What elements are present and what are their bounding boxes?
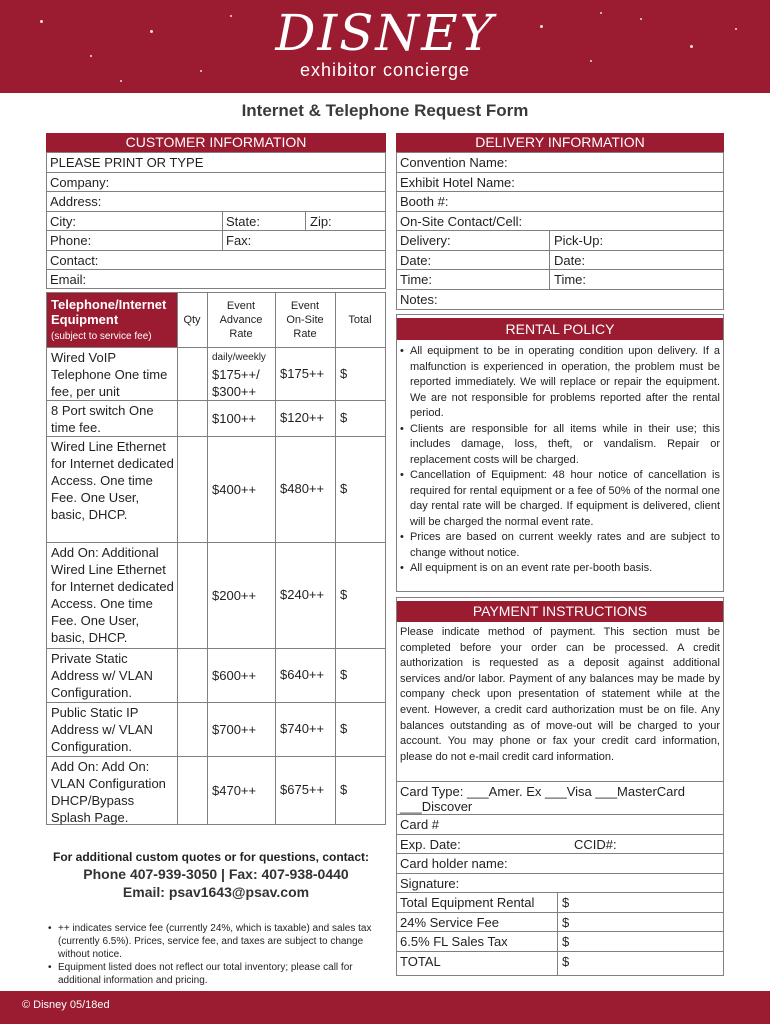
sparkle bbox=[600, 12, 602, 14]
table-row bbox=[47, 347, 385, 400]
contact-question: For additional custom quotes or for questions, contact: bbox=[52, 850, 369, 864]
sparkle bbox=[40, 20, 43, 23]
delivery-info-header: DELIVERY INFORMATION bbox=[396, 133, 724, 152]
rate-note: daily/weekly bbox=[212, 352, 266, 363]
advance-rate: $700++ bbox=[212, 722, 257, 737]
total-field[interactable]: $ bbox=[340, 721, 348, 736]
header-banner bbox=[0, 0, 770, 93]
sparkle bbox=[230, 15, 232, 17]
card-type-label: Card Type: ___Amer. Ex ___Visa ___MasterCard bbox=[400, 784, 685, 799]
onsite-rate: $640++ bbox=[280, 667, 325, 682]
rental-policy-list bbox=[398, 344, 720, 577]
contact-field[interactable]: Contact: bbox=[47, 251, 385, 271]
list-item: • Clients are responsible for all items while in their use; this includes damage, loss, theft, or vandalism. Repair or replacement costs will be charged. bbox=[398, 422, 720, 469]
rental-policy-header: RENTAL POLICY bbox=[397, 318, 723, 340]
card-holder-field[interactable]: Card holder name: bbox=[397, 854, 723, 874]
logo-wordmark: DISNEY bbox=[275, 4, 495, 62]
payment-instructions-text: Please indicate method of payment. This section must be completed before your order can be processed. A credit authorization is requested as a deposit against additional services and/or labor. Payment of any balances may be made by company check upon presentation of statement while at the event. However, a credit card authorization must be on file. Any balances outstanding as of move-out will be charged to your account. You may phone or fax your credit card information, please do not e-mail credit card information. bbox=[400, 626, 720, 763]
equipment-description: Wired Line Ethernet for Internet dedicated Access. One time Fee. One User, basic, DHCP. bbox=[51, 439, 174, 522]
total-field[interactable]: $ bbox=[340, 667, 348, 682]
service-fee-row bbox=[397, 913, 723, 933]
equipment-description: Add On: Add On: VLAN Configuration DHCP/Bypass Splash Page. bbox=[51, 759, 166, 825]
ccid-field[interactable]: CCID#: bbox=[574, 836, 617, 852]
onsite-rate: $740++ bbox=[280, 721, 325, 736]
advance-rate: $100++ bbox=[212, 411, 257, 426]
signature-field[interactable]: Signature: bbox=[397, 874, 723, 894]
company-field[interactable]: Company: bbox=[47, 173, 385, 193]
equipment-description: Add On: Additional Wired Line Ethernet for Internet dedicated Access. One time Fee. One User, basic, DHCP. bbox=[51, 545, 174, 645]
sparkle bbox=[590, 60, 592, 62]
customer-info-box bbox=[46, 152, 386, 289]
address-field[interactable]: Address: bbox=[47, 192, 385, 212]
onsite-rate-column-header: Event On-Site Rate bbox=[286, 300, 324, 340]
qty-column-header: Qty bbox=[183, 314, 201, 326]
list-item: • Equipment listed does not reflect our total inventory; please call for additional information and pricing. bbox=[46, 961, 386, 987]
grand-total-amount[interactable]: $ bbox=[562, 954, 570, 969]
divider bbox=[222, 212, 223, 251]
onsite-rate: $120++ bbox=[280, 410, 325, 425]
total-field[interactable]: $ bbox=[340, 366, 348, 381]
onsite-rate: $240++ bbox=[280, 587, 325, 602]
advance-rate: $600++ bbox=[212, 668, 257, 683]
equipment-header-title: Telephone/Internet Equipment bbox=[51, 297, 167, 327]
footer: © Disney 05/18ed bbox=[0, 991, 770, 1024]
print-note: PLEASE PRINT OR TYPE bbox=[47, 153, 385, 173]
total-rental-label: Total Equipment Rental bbox=[400, 895, 535, 910]
pickup-label: Pick-Up: bbox=[554, 233, 604, 248]
delivery-info-box bbox=[396, 152, 724, 310]
booth-field[interactable]: Booth #: bbox=[397, 192, 723, 212]
equipment-description: Public Static IP Address w/ VLAN Configuration. bbox=[51, 705, 153, 754]
disney-logo bbox=[250, 4, 520, 88]
grand-total-label: TOTAL bbox=[400, 954, 441, 969]
sparkle bbox=[735, 28, 737, 30]
city-state-zip-row bbox=[47, 212, 385, 232]
table-row bbox=[47, 542, 385, 648]
convention-name-field[interactable]: Convention Name: bbox=[397, 153, 723, 173]
sparkle bbox=[200, 70, 202, 72]
form-title: Internet & Telephone Request Form bbox=[241, 101, 529, 120]
divider bbox=[557, 893, 558, 975]
divider bbox=[549, 231, 550, 290]
email-field[interactable]: Email: bbox=[50, 272, 87, 287]
sparkle bbox=[150, 30, 153, 33]
total-rental-amount[interactable]: $ bbox=[562, 895, 570, 910]
advance-rate: $400++ bbox=[212, 482, 257, 497]
table-row bbox=[47, 702, 385, 756]
phone-fax-row bbox=[47, 231, 385, 251]
notes-field[interactable]: Notes: bbox=[400, 292, 438, 307]
list-item: • Cancellation of Equipment: 48 hour notice of cancellation is required for rental equipment or a fee of 50% of the normal one day rental rate will be charged. If equipment is delivered, client will be charged the normal event rate. bbox=[398, 468, 720, 530]
advance-rate: $175++/ $300++ bbox=[212, 367, 260, 399]
equipment-header-cell bbox=[47, 293, 177, 347]
total-column-header: Total bbox=[348, 314, 372, 326]
footnotes-list bbox=[46, 922, 386, 987]
card-type-label-2: ___Discover bbox=[400, 799, 473, 814]
total-field[interactable]: $ bbox=[340, 587, 348, 602]
phone-field[interactable]: Phone: bbox=[50, 233, 92, 248]
contact-email[interactable]: Email: psav1643@psav.com bbox=[122, 884, 310, 900]
sales-tax-row bbox=[397, 932, 723, 952]
table-row bbox=[47, 436, 385, 542]
pickup-time-field[interactable]: Time: bbox=[554, 272, 587, 287]
onsite-rate: $175++ bbox=[280, 366, 325, 381]
delivery-label: Delivery: bbox=[400, 233, 451, 248]
equipment-table bbox=[46, 292, 386, 825]
logo-tagline: exhibitor concierge bbox=[299, 60, 471, 80]
payment-header: PAYMENT INSTRUCTIONS bbox=[397, 601, 723, 622]
card-number-field[interactable]: Card # bbox=[397, 815, 723, 835]
state-field[interactable]: State: bbox=[226, 213, 260, 229]
exhibit-hotel-field[interactable]: Exhibit Hotel Name: bbox=[397, 173, 723, 193]
divider bbox=[305, 212, 306, 232]
sales-tax-label: 6.5% FL Sales Tax bbox=[400, 934, 508, 949]
sparkle bbox=[640, 18, 642, 20]
table-row bbox=[47, 400, 385, 436]
list-item: • All equipment to be in operating condition upon delivery. If a malfunction is experienced in operation, the problem must be reported immediately. We will replace or repair the equipment. We are not responsible for problems reported after the rental period. bbox=[398, 344, 720, 422]
fax-field[interactable]: Fax: bbox=[226, 233, 252, 248]
grand-total-row bbox=[397, 952, 723, 972]
advance-rate: $470++ bbox=[212, 783, 257, 798]
total-field[interactable]: $ bbox=[340, 410, 348, 425]
exp-date-field[interactable]: Exp. Date: bbox=[400, 836, 461, 852]
list-item: • Prices are based on current weekly rates and are subject to change without notice. bbox=[398, 530, 720, 561]
sales-tax-amount[interactable]: $ bbox=[562, 934, 570, 949]
equipment-header-sub: (subject to service fee) bbox=[51, 331, 152, 342]
service-fee-amount[interactable]: $ bbox=[562, 914, 570, 930]
total-rental-row bbox=[397, 893, 723, 913]
onsite-contact-field[interactable]: On-Site Contact/Cell: bbox=[397, 212, 723, 232]
exp-date-row bbox=[397, 835, 723, 855]
equipment-description: 8 Port switch One time fee. bbox=[51, 403, 154, 435]
sparkle bbox=[540, 25, 543, 28]
sparkle bbox=[690, 45, 693, 48]
advance-rate-column-header: Event Advance Rate bbox=[219, 300, 263, 340]
card-type-row[interactable] bbox=[397, 781, 723, 815]
delivery-date-field[interactable]: Date: bbox=[400, 252, 432, 268]
city-field[interactable]: City: bbox=[50, 213, 76, 229]
pickup-date-field[interactable]: Date: bbox=[554, 252, 586, 268]
list-item: • ++ indicates service fee (currently 24%, which is taxable) and sales tax (currently 6.5%). Prices, service fee, and taxes are subject to change without notice. bbox=[46, 922, 386, 961]
advance-rate: $200++ bbox=[212, 588, 257, 603]
sparkle bbox=[120, 80, 122, 82]
list-item: • All equipment is on an event rate per-booth basis. bbox=[398, 561, 720, 577]
onsite-rate: $480++ bbox=[280, 481, 325, 496]
onsite-rate: $675++ bbox=[280, 782, 325, 797]
sparkle bbox=[90, 55, 92, 57]
total-field[interactable]: $ bbox=[340, 481, 348, 496]
customer-info-header: CUSTOMER INFORMATION bbox=[46, 133, 386, 152]
delivery-time-field[interactable]: Time: bbox=[400, 272, 433, 287]
table-row bbox=[47, 648, 385, 702]
contact-phone: Phone 407-939-3050 | Fax: 407-938-0440 bbox=[83, 866, 349, 882]
total-field[interactable]: $ bbox=[340, 782, 348, 797]
zip-field[interactable]: Zip: bbox=[310, 213, 332, 229]
equipment-description: Private Static Address w/ VLAN Configuration. bbox=[51, 651, 153, 700]
table-row bbox=[47, 756, 385, 825]
service-fee-label: 24% Service Fee bbox=[400, 914, 499, 930]
equipment-description: Wired VoIP Telephone One time fee, per unit bbox=[51, 350, 168, 399]
